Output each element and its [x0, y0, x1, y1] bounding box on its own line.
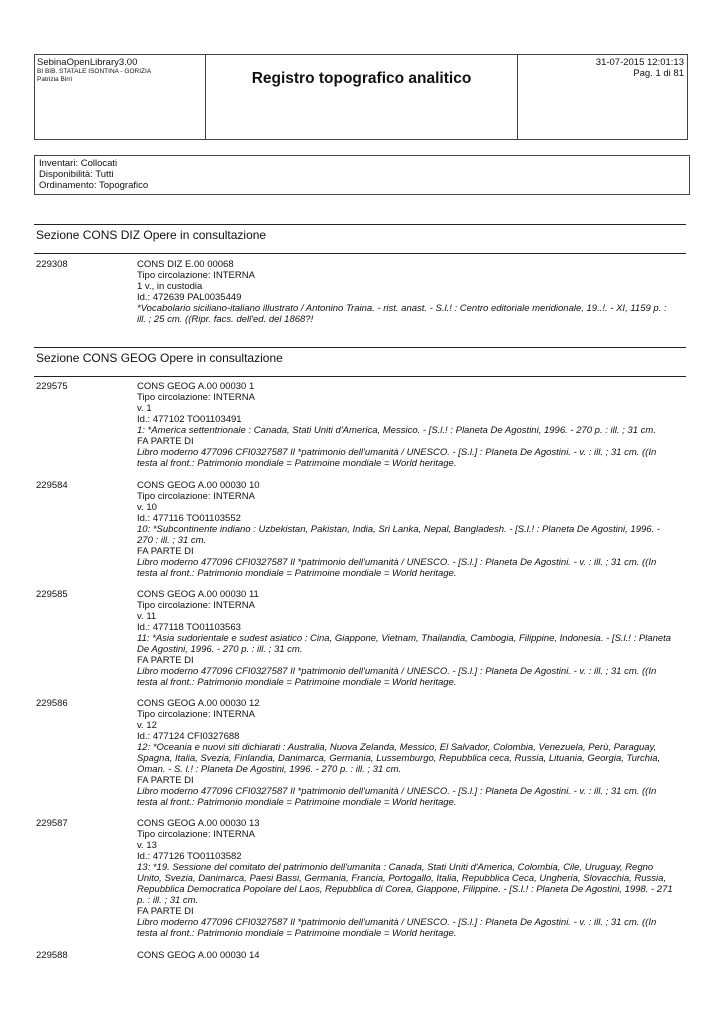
entry-inventory: 229584: [36, 480, 68, 491]
entry-description: Unito, Svezia, Danimarca, Paesi Bassi, Germania, Francia, Portogallo, Italia, Repubblica Ceca, Ungheria, Slovacchia, Russia,: [137, 873, 667, 884]
entry-body: [137, 480, 689, 579]
entry-id: Id.: 472639 PAL0035449: [137, 292, 242, 303]
entry-parent: testa al front.: Patrimonio mondiale = Patrimoine mondiale = World heritage.: [137, 568, 457, 579]
entry-parent: Libro moderno 477096 CFI0327587 Il *patrimonio dell'umanità / UNESCO. - [S.l.] : Planeta De Agostini. - v. : ill. ; 31 cm. ((In: [137, 666, 657, 677]
entry-inventory: 229586: [36, 698, 68, 709]
entry-volume: v. 1: [137, 403, 152, 414]
entry-parent: Libro moderno 477096 CFI0327587 Il *patrimonio dell'umanità / UNESCO. - [S.l.] : Planeta De Agostini. - v. : ill. ; 31 cm. ((In: [137, 557, 657, 568]
entry-collocation: CONS GEOG A.00 00030 14: [137, 950, 260, 961]
header-left: [34, 54, 206, 140]
entry-description: Spagna, Italia, Svezia, Finlandia, Danimarca, Germania, Lussemburgo, Repubblica ceca, Russia, Lituania, Georgia, Turchia,: [137, 753, 661, 764]
entry-circulation: Tipo circolazione: INTERNA: [137, 491, 255, 502]
entry-circulation: Tipo circolazione: INTERNA: [137, 829, 255, 840]
entry-volume: v. 11: [137, 611, 157, 622]
entry-inventory: 229585: [36, 589, 68, 600]
entry-part-of: FA PARTE DI: [137, 546, 194, 557]
entry-id: Id.: 477116 TO01103552: [137, 513, 241, 524]
entry-body: [137, 698, 689, 808]
entry-description: 12: *Oceania e nuovi siti dichiarati : Australia, Nuova Zelanda, Messico, El Salvador, Colombia, Venezuela, Perù, Paraguay,: [137, 742, 657, 753]
entry-part-of: FA PARTE DI: [137, 775, 194, 786]
entry-parent: testa al front.: Patrimonio mondiale = Patrimoine mondiale = World heritage.: [137, 797, 457, 808]
entry-circulation: Tipo circolazione: INTERNA: [137, 270, 255, 281]
entry-id: Id.: 477118 TO01103563: [137, 622, 241, 633]
entry-description: ill. ; 25 cm. ((Ripr. facs. dell'ed. del 1868?!: [137, 314, 314, 325]
filter-disponibilita: Disponibilità: Tutti: [39, 169, 114, 180]
user-name: Patrizia Birri: [37, 75, 73, 83]
section-rule-top: [34, 347, 686, 348]
entry-collocation: CONS GEOG A.00 00030 11: [137, 589, 259, 600]
report-datetime: 31-07-2015 12:01:13: [595, 57, 684, 68]
entry-description: 270 : ill. ; 31 cm.: [137, 535, 207, 546]
entry-description: 1: *America settentrionale : Canada, Stati Uniti d'America, Messico. - [S.l.! : Planeta De Agostini, 1996. - 270 p. : ill. ; 31 cm.: [137, 425, 656, 436]
app-name: SebinaOpenLibrary3.00: [37, 57, 138, 68]
header-right: [517, 54, 688, 140]
entry-parent: Libro moderno 477096 CFI0327587 Il *patrimonio dell'umanità / UNESCO. - [S.l.] : Planeta De Agostini. - v. : ill. ; 31 cm. ((In: [137, 786, 657, 797]
entry-parent: testa al front.: Patrimonio mondiale = Patrimoine mondiale = World heritage.: [137, 458, 457, 469]
entry-description: 11: *Asia sudorientale e sudest asiatico : Cina, Giappone, Vietnam, Thailandia, Cambogia, Filippine, Indonesia. - [S.l.! : Planeta: [137, 633, 672, 644]
section-rule-bottom: [34, 376, 686, 377]
entry-collocation: CONS GEOG A.00 00030 13: [137, 818, 260, 829]
entry-description: De Agostini, 1996. - 270 p. : ill. ; 31 cm.: [137, 644, 303, 655]
entry-description: 13: *19. Sessione del comitato del patrimonio dell'umanita : Canada, Stati Uniti d'America, Colombia, Cile, Uruguay, Regno: [137, 862, 654, 873]
entry-parent: testa al front.: Patrimonio mondiale = Patrimoine mondiale = World heritage.: [137, 928, 457, 939]
entry-volume: v. 13: [137, 840, 157, 851]
section-rule-top: [34, 224, 686, 225]
page-number: Pag. 1 di 81: [633, 68, 684, 79]
entry-body: [137, 259, 689, 325]
report-title: Registro topografico analitico: [251, 70, 472, 87]
entry-collocation: CONS DIZ E.00 00068: [137, 259, 234, 270]
entry-description: *Vocabolario siciliano-italiano illustrato / Antonino Traina. - rist. anast. - S.l.! : Centro editoriale meridionale, 19..!. - XI, 1159 p. :: [137, 303, 667, 314]
entry-volume: v. 10: [137, 502, 157, 513]
entry-description: 10: *Subcontinente indiano : Uzbekistan, Pakistan, India, Sri Lanka, Nepal, Bangladesh. - [S.l.! : Planeta De Agostini, 1996. -: [137, 524, 660, 535]
entry-description: Oman. - S. l.! : Planeta De Agostini, 1996. - 270 p. : ill. ; 31 cm.: [137, 764, 402, 775]
section-title: Sezione CONS DIZ Opere in consultazione: [36, 228, 267, 242]
entry-part-of: FA PARTE DI: [137, 436, 194, 447]
entry-part-of: FA PARTE DI: [137, 906, 194, 917]
section-title: Sezione CONS GEOG Opere in consultazione: [36, 351, 283, 365]
entry-circulation: Tipo circolazione: INTERNA: [137, 392, 255, 403]
entry-parent: Libro moderno 477096 CFI0327587 Il *patrimonio dell'umanità / UNESCO. - [S.l.] : Planeta De Agostini. - v. : ill. ; 31 cm. ((In: [137, 447, 657, 458]
entry-volume: v. 12: [137, 720, 157, 731]
entry-id: Id.: 477126 TO01103582: [137, 851, 242, 862]
entry-description: Repubblica Democratica Popolare del Laos, Repubblica di Corea, Giappone, Filippine. - [S.l.! : Planeta De Agostini, 1998. - 271: [137, 884, 673, 895]
entry-volume: 1 v., in custodia: [137, 281, 203, 292]
library-name: BI BIB. STATALE ISONTINA - GORIZIA: [37, 68, 152, 75]
entry-body: [137, 381, 689, 469]
filters-box: [34, 155, 690, 195]
entry-description: p. : ill. ; 31 cm.: [137, 895, 199, 906]
entry-body: [137, 950, 689, 961]
filter-ordinamento: Ordinamento: Topografico: [39, 180, 149, 191]
entry-collocation: CONS GEOG A.00 00030 12: [137, 698, 260, 709]
entry-part-of: FA PARTE DI: [137, 655, 194, 666]
entry-circulation: Tipo circolazione: INTERNA: [137, 709, 255, 720]
entry-inventory: 229587: [36, 818, 68, 829]
entry-collocation: CONS GEOG A.00 00030 10: [137, 480, 260, 491]
entry-circulation: Tipo circolazione: INTERNA: [137, 600, 255, 611]
section-rule-bottom: [34, 253, 686, 254]
entry-inventory: 229308: [36, 259, 68, 270]
entry-inventory: 229588: [36, 950, 68, 961]
entry-parent: testa al front.: Patrimonio mondiale = Patrimoine mondiale = World heritage.: [137, 677, 457, 688]
entry-id: Id.: 477124 CFI0327688: [137, 731, 240, 742]
entry-parent: Libro moderno 477096 CFI0327587 Il *patrimonio dell'umanità / UNESCO. - [S.l.] : Planeta De Agostini. - v. : ill. ; 31 cm. ((In: [137, 917, 657, 928]
entry-collocation: CONS GEOG A.00 00030 1: [137, 381, 255, 392]
entry-inventory: 229575: [36, 381, 68, 392]
entry-id: Id.: 477102 TO01103491: [137, 414, 242, 425]
entry-body: [137, 589, 689, 688]
entry-body: [137, 818, 689, 939]
filter-inventari: Inventari: Collocati: [39, 158, 118, 169]
